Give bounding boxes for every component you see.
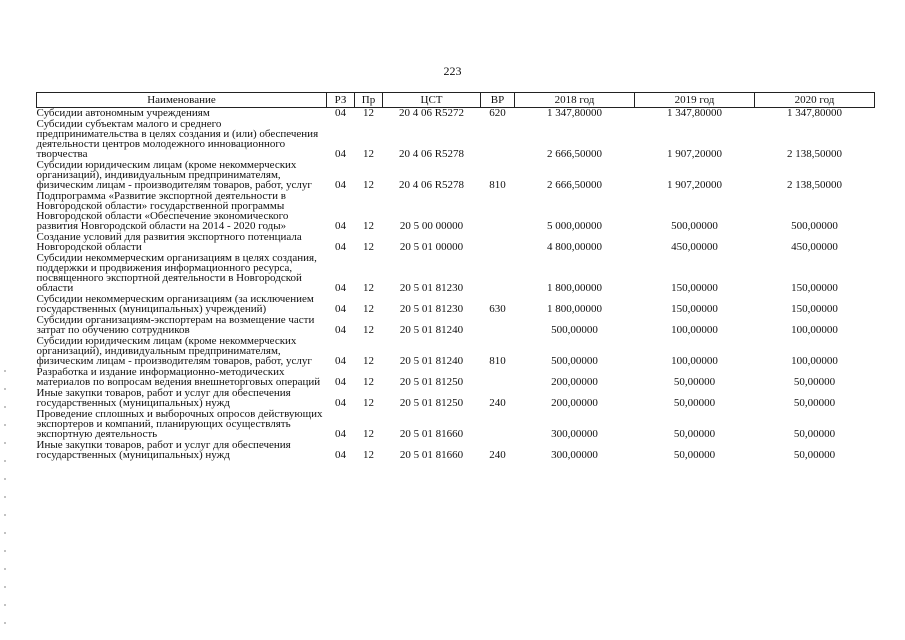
table-row [37, 336, 875, 367]
row-cst: 20 5 00 00000 [399, 220, 464, 232]
row-cst: 20 5 01 00000 [399, 241, 464, 253]
header-name: Наименование [37, 93, 327, 108]
scan-margin-marks [4, 370, 6, 640]
row-rz: 04 [335, 148, 346, 160]
table-row [37, 191, 875, 232]
header-2019: 2019 год [635, 93, 755, 108]
row-vr: 810 [489, 355, 506, 367]
row-cst: 20 5 01 81660 [399, 428, 464, 440]
row-name: Подпрограмма «Развитие экспортной деятельности в Новгородской области» государственной программы Новгородской области «Обеспечение экономического развития Новгородской области на 2014 - 2020 годы» [36, 190, 289, 232]
row-2020: 1 347,80000 [787, 107, 842, 119]
header-rz: РЗ [327, 93, 355, 108]
row-rz: 04 [335, 241, 346, 253]
table-row [37, 232, 875, 253]
row-2019: 100,00000 [671, 324, 718, 336]
row-2018: 500,00000 [551, 324, 598, 336]
table-row [37, 253, 875, 294]
row-cst: 20 4 06 R5272 [398, 107, 465, 119]
row-rz: 04 [335, 428, 346, 440]
row-pr: 12 [363, 148, 374, 160]
row-2019: 1 347,80000 [667, 107, 722, 119]
row-rz: 04 [335, 303, 346, 315]
row-name: Иные закупки товаров, работ и услуг для обеспечения государственных (муниципальных) нужд [36, 387, 291, 409]
table-body [37, 108, 875, 462]
row-name: Иные закупки товаров, работ и услуг для обеспечения государственных (муниципальных) нужд [36, 439, 291, 461]
row-2020: 100,00000 [791, 355, 838, 367]
row-vr: 620 [489, 107, 506, 119]
row-name: Субсидии субъектам малого и среднего предпринимательства в целях создания и (или) обеспечения деятельности центров молодежного инновационного творчества [36, 118, 319, 160]
row-name: Разработка и издание информационно-методических материалов по вопросам ведения внешнеторговых операций [36, 366, 321, 388]
row-pr: 12 [363, 428, 374, 440]
row-rz: 04 [335, 220, 346, 232]
row-2020: 150,00000 [791, 303, 838, 315]
row-2018: 4 800,00000 [547, 241, 602, 253]
row-vr [481, 253, 515, 294]
row-vr: 240 [489, 397, 506, 409]
row-2019: 500,00000 [671, 220, 718, 232]
row-2020: 2 138,50000 [787, 148, 842, 160]
row-2019: 1 907,20000 [667, 148, 722, 160]
table-row [37, 409, 875, 440]
row-pr: 12 [363, 449, 374, 461]
row-2019: 1 907,20000 [667, 179, 722, 191]
row-vr [481, 315, 515, 336]
row-cst: 20 5 01 81250 [399, 397, 464, 409]
row-2020: 450,00000 [791, 241, 838, 253]
row-2020: 50,00000 [793, 449, 836, 461]
row-2018: 1 800,00000 [547, 282, 602, 294]
row-rz: 04 [335, 282, 346, 294]
table-header [37, 93, 875, 108]
row-rz: 04 [335, 397, 346, 409]
row-cst: 20 4 06 R5278 [398, 179, 465, 191]
table-row [37, 440, 875, 461]
table-row [37, 367, 875, 388]
row-cst: 20 5 01 81230 [399, 282, 464, 294]
row-pr: 12 [363, 179, 374, 191]
row-pr: 12 [363, 376, 374, 388]
header-2018: 2018 год [515, 93, 635, 108]
row-2019: 50,00000 [673, 449, 716, 461]
row-2018: 2 666,50000 [547, 179, 602, 191]
row-name: Субсидии некоммерческим организациям (за исключением государственных (муниципальных) учреждений) [36, 293, 314, 315]
row-2018: 1 347,80000 [547, 107, 602, 119]
row-cst: 20 5 01 81240 [399, 355, 464, 367]
row-2019: 50,00000 [673, 376, 716, 388]
row-pr: 12 [363, 355, 374, 367]
row-name: Субсидии некоммерческим организациям в целях создания, поддержки и продвижения информационного ресурса, посвященного экспортной деятельности в Новгородской области [36, 252, 317, 294]
row-name: Субсидии автономным учреждениям [36, 107, 210, 119]
row-vr [481, 119, 515, 160]
row-2018: 200,00000 [551, 397, 598, 409]
row-2020: 50,00000 [793, 376, 836, 388]
row-2018: 1 800,00000 [547, 303, 602, 315]
row-vr [481, 232, 515, 253]
row-pr: 12 [363, 282, 374, 294]
row-2020: 50,00000 [793, 397, 836, 409]
row-2020: 500,00000 [791, 220, 838, 232]
row-2019: 150,00000 [671, 282, 718, 294]
row-pr: 12 [363, 324, 374, 336]
row-vr: 810 [489, 179, 506, 191]
row-vr [481, 191, 515, 232]
row-2019: 50,00000 [673, 397, 716, 409]
row-2020: 2 138,50000 [787, 179, 842, 191]
row-2018: 2 666,50000 [547, 148, 602, 160]
row-2018: 5 000,00000 [547, 220, 602, 232]
header-2020: 2020 год [755, 93, 875, 108]
row-2020: 150,00000 [791, 282, 838, 294]
row-2019: 100,00000 [671, 355, 718, 367]
row-rz: 04 [335, 376, 346, 388]
row-rz: 04 [335, 324, 346, 336]
row-cst: 20 5 01 81230 [399, 303, 464, 315]
table-row [37, 294, 875, 315]
table-row [37, 315, 875, 336]
row-pr: 12 [363, 107, 374, 119]
row-cst: 20 5 01 81250 [399, 376, 464, 388]
row-rz: 04 [335, 179, 346, 191]
row-2018: 200,00000 [551, 376, 598, 388]
row-pr: 12 [363, 241, 374, 253]
table-row [37, 119, 875, 160]
row-rz: 04 [335, 449, 346, 461]
row-pr: 12 [363, 303, 374, 315]
row-2018: 500,00000 [551, 355, 598, 367]
row-pr: 12 [363, 397, 374, 409]
row-2019: 450,00000 [671, 241, 718, 253]
row-rz: 04 [335, 107, 346, 119]
row-2020: 50,00000 [793, 428, 836, 440]
table-row [37, 160, 875, 191]
row-rz: 04 [335, 355, 346, 367]
row-name: Субсидии юридическим лицам (кроме некоммерческих организаций), индивидуальным предпринимателям, физическим лицам - производителям товаров, работ, услуг [36, 159, 312, 191]
row-cst: 20 4 06 R5278 [398, 148, 465, 160]
row-2018: 300,00000 [551, 428, 598, 440]
row-name: Субсидии юридическим лицам (кроме некоммерческих организаций), индивидуальным предпринимателям, физическим лицам - производителям товаров, работ, услуг [36, 335, 312, 367]
row-name: Проведение сплошных и выборочных опросов действующих экспортеров и компаний, планирующих осуществлять экспортную деятельность [36, 408, 323, 440]
row-vr [481, 367, 515, 388]
row-vr: 240 [489, 449, 506, 461]
page-number: 223 [443, 64, 462, 78]
row-2018: 300,00000 [551, 449, 598, 461]
header-vr: ВР [481, 93, 515, 108]
table-row [37, 388, 875, 409]
row-name: Субсидии организациям-экспортерам на возмещение части затрат по обучению сотрудников [36, 314, 315, 336]
budget-table [36, 92, 875, 461]
row-cst: 20 5 01 81660 [399, 449, 464, 461]
header-pr: Пр [355, 93, 383, 108]
header-cst: ЦСТ [383, 93, 481, 108]
row-name: Создание условий для развития экспортного потенциала Новгородской области [36, 231, 302, 253]
row-pr: 12 [363, 220, 374, 232]
row-2020: 100,00000 [791, 324, 838, 336]
row-vr [481, 409, 515, 440]
row-vr: 630 [489, 303, 506, 315]
row-2019: 150,00000 [671, 303, 718, 315]
row-2019: 50,00000 [673, 428, 716, 440]
row-cst: 20 5 01 81240 [399, 324, 464, 336]
